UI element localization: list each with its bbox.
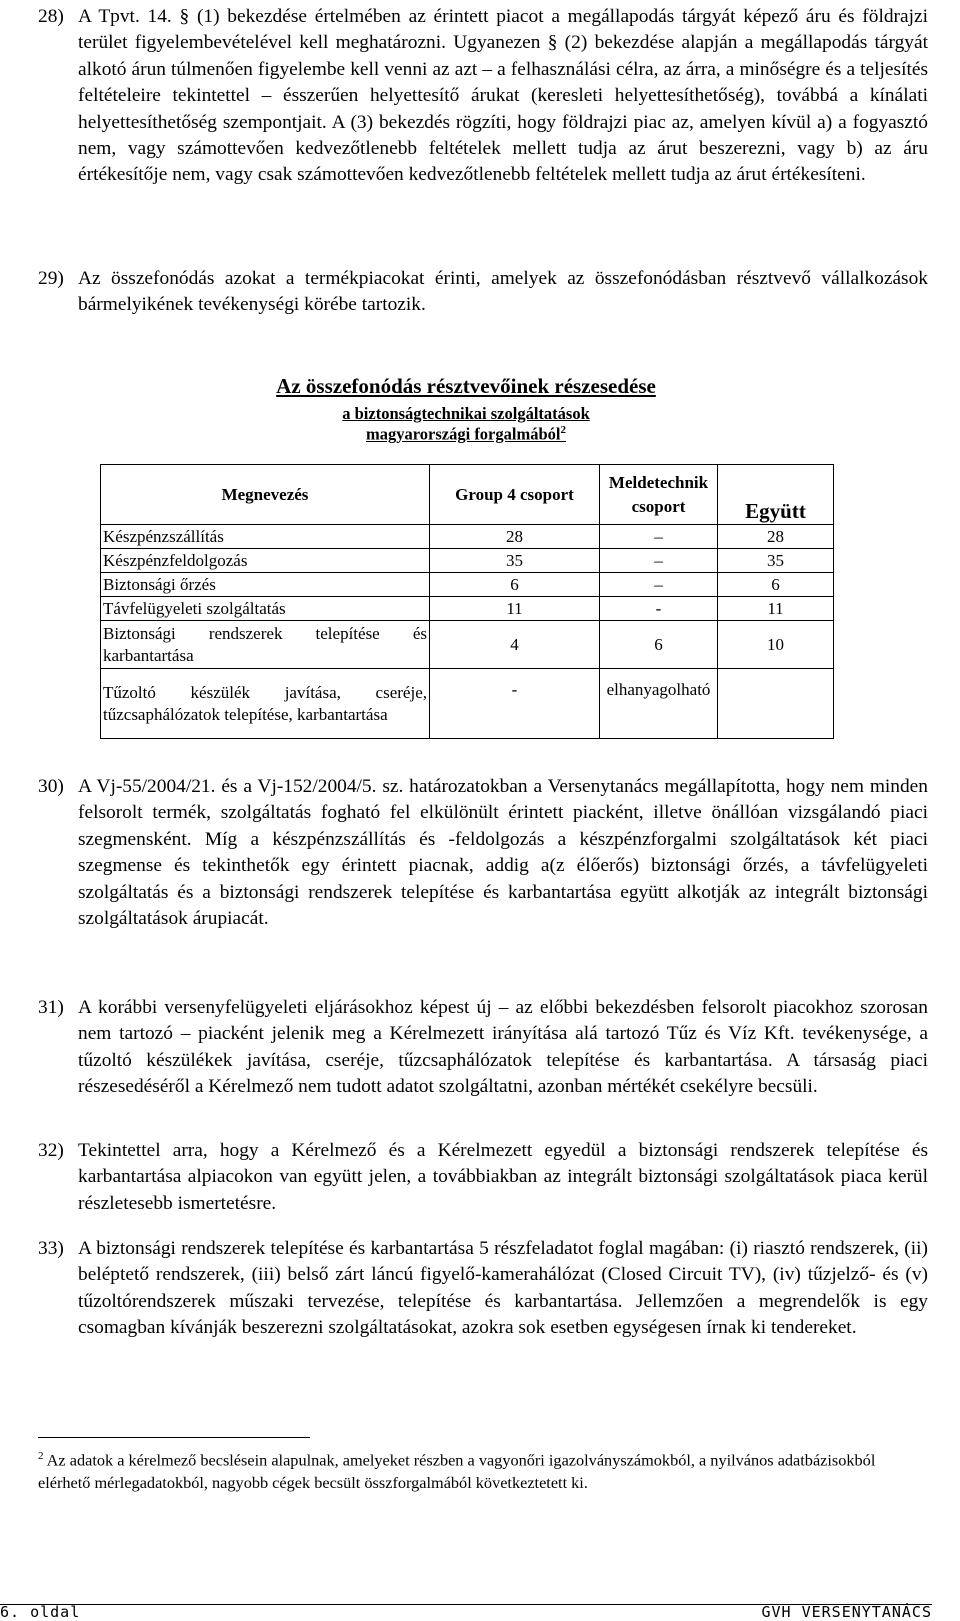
cell-group4: 11 [430,597,600,621]
footnote-text: Az adatok a kérelmező becslésein alapulnak, amelyeket részben a vagyonőri igazolványszámokból, a nyilvános adatbázisokból elérhető mérlegadatokból, nagyobb cégek becsült összforgalmából következtetett ki. [38,1450,876,1493]
paragraph-text: A Vj-55/2004/21. és a Vj-152/2004/5. sz. határozatokban a Versenytanács megállapította, hogy nem minden felsorolt termék, szolgáltatás fogható fel elkülönült érintett piacként, illetve önállóan vizsgálandó piaci szegmensként. Míg a készpénzszállítás és -feldolgozás a készpénzforgalmi szolgáltatások két piaci szegmense és tekinthetők egy érintett piacnak, addig a(z élőerős) biztonsági őrzés, a távfelügyeleti szolgáltatás és a biztonsági rendszerek telepítése és karbantartása együtt alkotják az integrált biztonsági szolgáltatások árupiacát. [78,776,928,930]
paragraph-number: 30) [38,776,64,797]
cell-name: Tűzoltó készülék javítása, cseréje, tűzcsaphálózatok telepítése, karbantartása [101,669,430,739]
paragraph-number: 32) [38,1140,64,1161]
table-row [101,549,834,573]
paragraph-number: 28) [38,6,64,27]
paragraph-text: Az összefonódás azokat a termékpiacokat érinti, amelyek az összefonódásban résztvevő vállalkozások bármelyikének tevékenységi körébe tartozik. [78,268,928,316]
paragraph-30 [38,774,928,932]
cell-group4: - [430,669,600,739]
market-share-table [100,464,834,739]
paragraph-31 [38,995,928,1101]
table-row [101,573,834,597]
table-row [101,525,834,549]
cell-name: Készpénzfeldolgozás [101,549,430,573]
header-total: Együtt [718,465,834,525]
paragraph-text: A biztonsági rendszerek telepítése és karbantartása 5 részfeladatot foglal magában: (i) riasztó rendszerek, (ii) beléptető rendszerek, (iii) belső zárt láncú figyelő-kamerahálózat (Closed Circuit TV), (iv) tűzjelző- és (v) tűzoltórendszerek műszaki tervezése, telepítése és karbantartása. Jellemzően a megrendelők is egy csomagban kívánják beszerezni szolgáltatásokat, azokra sok esetben egységesen írnak ki tendereket. [78,1238,928,1339]
table-subtitle: a biztonságtechnikai szolgáltatások [342,404,590,423]
paragraph-text: A Tpvt. 14. § (1) bekezdése értelmében az érintett piacot a megállapodás tárgyát képező áru és földrajzi terület figyelembevételével kell meghatározni. Ugyanezen § (2) bekezdése alapján a megállapodás tárgyát alkotó árun túlmenően figyelembe kell venni az azt – a felhasználási célra, az árra, a minőségre és a teljesítés feltételeire tekintettel – ésszerűen helyettesítő árukat (keresleti helyettesíthetőség), továbbá a kínálati helyettesíthetőség szempontjait. A (3) bekezdés rögzíti, hogy földrajzi piac az, amelyen kívül a) a fogyasztó nem, vagy számottevően kedvezőtlenebb feltételek mellett tudja az árut beszerezni, vagy b) az áru értékesítője nem, vagy csak számottevően kedvezőtlenebb feltételek mellett tudja az árut értékesíteni. [78,6,928,186]
cell-meld: 6 [600,621,718,669]
cell-meld: - [600,597,718,621]
cell-total: 28 [718,525,834,549]
cell-total: 6 [718,573,834,597]
paragraph-number: 31) [38,997,64,1018]
table-header-row [101,465,834,525]
footer-organization: GVH VERSENYTANÁCS [761,1603,932,1621]
table-title: Az összefonódás résztvevőinek részesedése [276,374,656,398]
footnote-divider [38,1437,310,1438]
footnote [38,1445,928,1494]
cell-group4: 4 [430,621,600,669]
cell-total: 10 [718,621,834,669]
cell-name: Biztonsági őrzés [101,573,430,597]
cell-group4: 28 [430,525,600,549]
paragraph-text: A korábbi versenyfelügyeleti eljárásokhoz képest új – az előbbi bekezdésben felsorolt piacokhoz szorosan nem tartozó – piacként jelenik meg a Kérelmezett irányítása alá tartozó Tűz és Víz Kft. tevékenysége, a tűzoltó készülékek javítása, cseréje, tűzcsaphálózatok telepítése és karbantartása. A társaság piaci részesedéséről a Kérelmező nem tudott adatot szolgáltatni, azonban mértékét csekélyre becsüli. [78,997,928,1098]
header-group4: Group 4 csoport [430,465,600,525]
paragraph-number: 29) [38,268,64,289]
cell-name: Távfelügyeleti szolgáltatás [101,597,430,621]
table-subtitle-2 [0,424,932,445]
paragraph-number: 33) [38,1238,64,1259]
cell-group4: 6 [430,573,600,597]
cell-name: Biztonsági rendszerek telepítése és karbantartása [101,621,430,669]
table-subtitle-text: magyarországi forgalmából [366,424,561,444]
paragraph-29 [38,266,928,319]
paragraph-text: Tekintettel arra, hogy a Kérelmező és a Kérelmezett egyedül a biztonsági rendszerek telepítése és karbantartása alpiacokon van együtt jelen, a továbbiakban az integrált biztonsági szolgáltatások piaca kerül részletesebb ismertetésre. [78,1140,928,1214]
table-row [101,669,834,739]
header-meldetechnik: Meldetechnik csoport [600,465,718,525]
page-number: 6. oldal [0,1603,81,1621]
footnote-ref: 2 [560,424,566,436]
cell-meld: – [600,573,718,597]
table-row [101,597,834,621]
cell-meld: elhanyagolható [600,669,718,739]
cell-group4: 35 [430,549,600,573]
paragraph-32 [38,1138,928,1217]
table-row [101,621,834,669]
cell-total: 35 [718,549,834,573]
footnote-number: 2 [38,1450,44,1462]
header-name: Megnevezés [101,465,430,525]
cell-name: Készpénzszállítás [101,525,430,549]
paragraph-28 [38,4,928,189]
cell-meld: – [600,549,718,573]
cell-total [718,669,834,739]
cell-total: 11 [718,597,834,621]
paragraph-33 [38,1236,928,1342]
cell-meld: – [600,525,718,549]
